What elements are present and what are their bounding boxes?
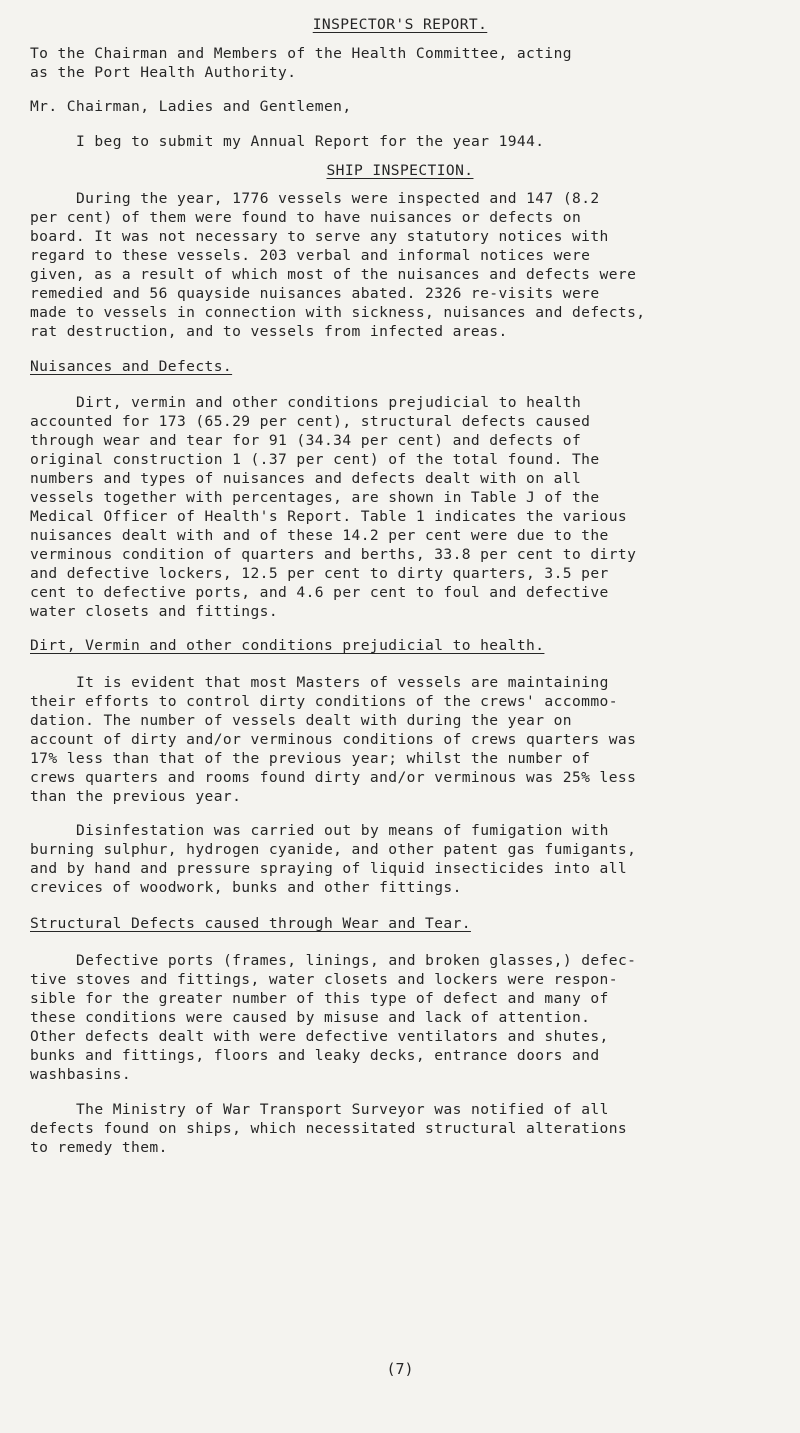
report-title: INSPECTOR'S REPORT. bbox=[312, 16, 488, 33]
dirt-para-line: 17% less than that of the previous year; whilst the number of bbox=[30, 750, 591, 767]
nuisances-para-line: vessels together with percentages, are shown in Table J of the bbox=[30, 489, 600, 506]
nuisances-para-line: numbers and types of nuisances and defects dealt with on all bbox=[30, 470, 582, 487]
ship-para-line: remedied and 56 quayside nuisances abated. 2326 re-visits were bbox=[30, 285, 600, 302]
disinfestation-para-line: crevices of woodwork, bunks and other fittings. bbox=[30, 879, 462, 896]
ship-para-line: regard to these vessels. 203 verbal and informal notices were bbox=[30, 247, 591, 264]
ministry-para-line: to remedy them. bbox=[30, 1139, 168, 1156]
nuisances-para-line: original construction 1 (.37 per cent) of the total found. The bbox=[30, 451, 600, 468]
nuisances-para-line: Medical Officer of Health's Report. Table 1 indicates the various bbox=[30, 508, 628, 525]
greeting: Mr. Chairman, Ladies and Gentlemen, bbox=[30, 98, 352, 115]
ship-para-line: made to vessels in connection with sickness, nuisances and defects, bbox=[30, 304, 646, 321]
nuisances-para-line: cent to defective ports, and 4.6 per cent to foul and defective bbox=[30, 584, 609, 601]
nuisances-para-line: verminous condition of quarters and berths, 33.8 per cent to dirty bbox=[30, 546, 637, 563]
page-number: (7) bbox=[386, 1360, 414, 1378]
nuisances-para-line: water closets and fittings. bbox=[30, 603, 279, 620]
heading-nuisances-defects: Nuisances and Defects. bbox=[30, 358, 233, 375]
ship-para-line: During the year, 1776 vessels were inspected and 147 (8.2 bbox=[76, 190, 600, 207]
heading-structural-defects: Structural Defects caused through Wear and Tear. bbox=[30, 915, 471, 932]
nuisances-para-line: nuisances dealt with and of these 14.2 per cent were due to the bbox=[30, 527, 609, 544]
structural-para-line: Other defects dealt with were defective ventilators and shutes, bbox=[30, 1028, 609, 1045]
structural-para-line: tive stoves and fittings, water closets and lockers were respon- bbox=[30, 971, 618, 988]
ship-para-line: rat destruction, and to vessels from infected areas. bbox=[30, 323, 508, 340]
ship-para-line: given, as a result of which most of the nuisances and defects were bbox=[30, 266, 637, 283]
structural-para-line: sible for the greater number of this type of defect and many of bbox=[30, 990, 609, 1007]
address-line-2: as the Port Health Authority. bbox=[30, 64, 297, 81]
ship-para-line: per cent) of them were found to have nuisances or defects on bbox=[30, 209, 582, 226]
ministry-para-line: defects found on ships, which necessitated structural alterations bbox=[30, 1120, 628, 1137]
intro-sentence: I beg to submit my Annual Report for the year 1944. bbox=[76, 133, 545, 150]
section-heading-ship-inspection: SHIP INSPECTION. bbox=[326, 162, 474, 179]
nuisances-para-line: Dirt, vermin and other conditions prejudicial to health bbox=[76, 394, 582, 411]
disinfestation-para-line: and by hand and pressure spraying of liquid insecticides into all bbox=[30, 860, 628, 877]
structural-para-line: bunks and fittings, floors and leaky decks, entrance doors and bbox=[30, 1047, 600, 1064]
structural-para-line: these conditions were caused by misuse and lack of attention. bbox=[30, 1009, 591, 1026]
nuisances-para-line: accounted for 173 (65.29 per cent), structural defects caused bbox=[30, 413, 591, 430]
disinfestation-para-line: Disinfestation was carried out by means of fumigation with bbox=[76, 822, 609, 839]
dirt-para-line: account of dirty and/or verminous conditions of crews quarters was bbox=[30, 731, 637, 748]
heading-dirt-vermin: Dirt, Vermin and other conditions prejudicial to health. bbox=[30, 637, 545, 654]
nuisances-para-line: and defective lockers, 12.5 per cent to dirty quarters, 3.5 per bbox=[30, 565, 609, 582]
dirt-para-line: their efforts to control dirty conditions of the crews' accommo- bbox=[30, 693, 618, 710]
disinfestation-para-line: burning sulphur, hydrogen cyanide, and other patent gas fumigants, bbox=[30, 841, 637, 858]
structural-para-line: Defective ports (frames, linings, and broken glasses,) defec- bbox=[76, 952, 637, 969]
dirt-para-line: dation. The number of vessels dealt with during the year on bbox=[30, 712, 572, 729]
dirt-para-line: It is evident that most Masters of vessels are maintaining bbox=[76, 674, 609, 691]
structural-para-line: washbasins. bbox=[30, 1066, 132, 1083]
ship-para-line: board. It was not necessary to serve any statutory notices with bbox=[30, 228, 609, 245]
dirt-para-line: crews quarters and rooms found dirty and/or verminous was 25% less bbox=[30, 769, 637, 786]
nuisances-para-line: through wear and tear for 91 (34.34 per cent) and defects of bbox=[30, 432, 582, 449]
ministry-para-line: The Ministry of War Transport Surveyor was notified of all bbox=[76, 1101, 609, 1118]
dirt-para-line: than the previous year. bbox=[30, 788, 242, 805]
address-line-1: To the Chairman and Members of the Health Committee, acting bbox=[30, 45, 572, 62]
